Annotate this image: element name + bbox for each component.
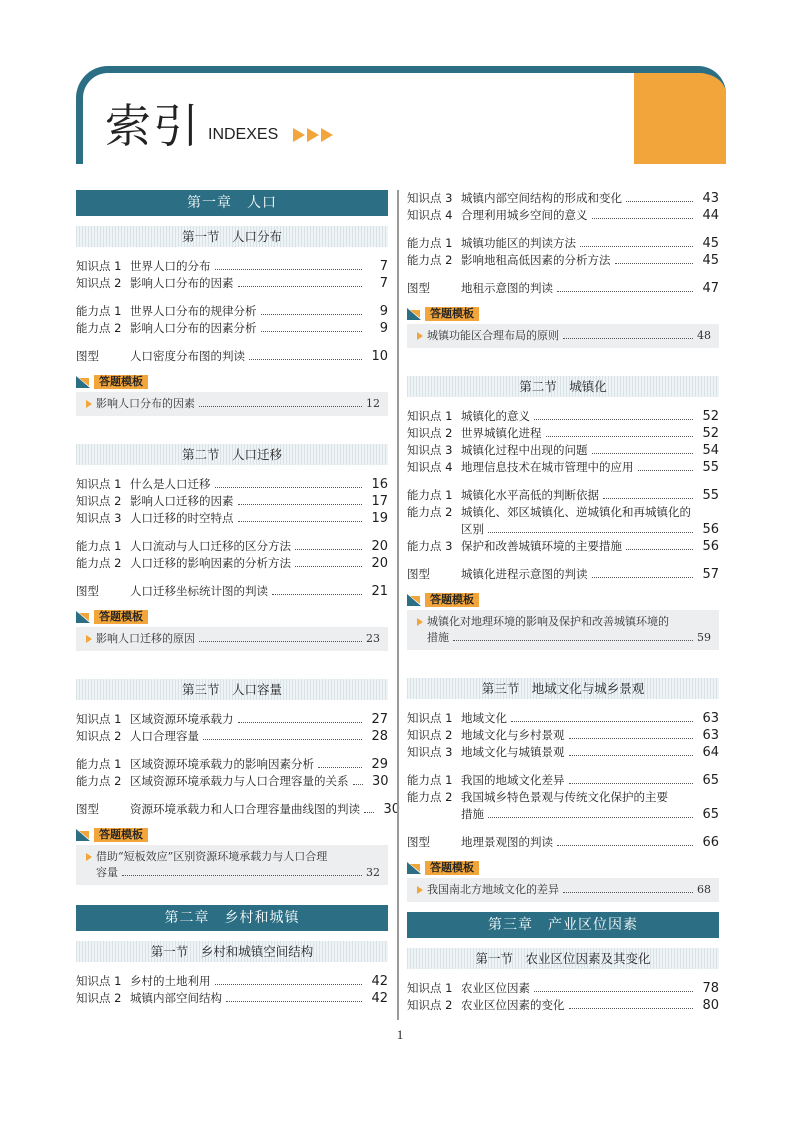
template-page: 48 bbox=[697, 329, 711, 342]
leader-dots bbox=[511, 721, 693, 722]
toc-entry[interactable] bbox=[76, 711, 388, 728]
entry-page: 63 bbox=[702, 728, 719, 743]
template-icon bbox=[76, 829, 90, 841]
entry-page: 64 bbox=[702, 745, 719, 760]
toc-entry[interactable] bbox=[76, 275, 388, 292]
section-heading: 第三节 地域文化与城乡景观 bbox=[407, 678, 719, 699]
chapter-heading: 第二章 乡村和城镇 bbox=[76, 905, 388, 931]
template-title: 我国南北方地域文化的差异 bbox=[427, 883, 559, 896]
entry-kind: 知识点 1 bbox=[76, 712, 122, 726]
leader-dots bbox=[261, 314, 363, 315]
entry-kind: 图型 bbox=[407, 567, 430, 581]
toc-entry[interactable] bbox=[76, 510, 388, 527]
template-entry[interactable] bbox=[86, 849, 380, 865]
answer-template-badge bbox=[407, 592, 719, 608]
entry-title: 人口迁移坐标统计图的判读 bbox=[130, 584, 268, 598]
entry-page: 63 bbox=[702, 711, 719, 726]
template-box bbox=[76, 627, 388, 651]
entry-title: 合理利用城乡空间的意义 bbox=[461, 208, 588, 222]
toc-entry[interactable] bbox=[407, 710, 719, 727]
entry-group bbox=[76, 303, 388, 337]
entry-kind: 能力点 2 bbox=[76, 774, 122, 788]
toc-entry[interactable] bbox=[76, 555, 388, 572]
entry-title: 保护和改善城镇环境的主要措施 bbox=[461, 539, 622, 553]
entry-title: 区域资源环境承载力的影响因素分析 bbox=[130, 757, 314, 771]
entry-page: 28 bbox=[371, 729, 388, 744]
template-entry[interactable] bbox=[417, 328, 711, 344]
entry-kind: 知识点 3 bbox=[407, 443, 453, 457]
entry-group bbox=[76, 538, 388, 572]
entry-page: 16 bbox=[371, 477, 388, 492]
toc-entry[interactable] bbox=[76, 756, 388, 773]
entry-group bbox=[76, 583, 388, 600]
leader-dots bbox=[238, 521, 363, 522]
index-header bbox=[76, 66, 726, 164]
entry-page: 54 bbox=[702, 443, 719, 458]
leader-dots bbox=[353, 784, 363, 785]
template-icon bbox=[407, 308, 421, 320]
entry-page: 9 bbox=[379, 304, 388, 319]
toc-entry[interactable] bbox=[407, 772, 719, 789]
template-icon bbox=[407, 862, 421, 874]
leader-dots bbox=[122, 875, 362, 876]
entry-title: 影响地租高低因素的分析方法 bbox=[461, 253, 611, 267]
entry-group bbox=[76, 756, 388, 790]
entry-page: 20 bbox=[371, 539, 388, 554]
entry-kind: 图型 bbox=[76, 584, 99, 598]
template-title: 城镇化对地理环境的影响及保护和改善城镇环境的 bbox=[427, 615, 669, 628]
template-title: 容量 bbox=[96, 866, 118, 879]
leader-dots bbox=[199, 641, 362, 642]
template-box bbox=[407, 324, 719, 348]
entry-page: 44 bbox=[702, 208, 719, 223]
entry-page: 65 bbox=[702, 807, 719, 822]
entry-kind: 知识点 4 bbox=[407, 460, 453, 474]
triangle-icon bbox=[417, 886, 423, 894]
entry-kind: 能力点 2 bbox=[407, 505, 453, 519]
entry-title: 影响人口分布的因素分析 bbox=[130, 321, 257, 335]
triangle-icon bbox=[417, 332, 423, 340]
entry-page: 21 bbox=[371, 584, 388, 599]
entry-kind: 图型 bbox=[407, 835, 430, 849]
leader-dots bbox=[626, 201, 693, 202]
toc-entry[interactable] bbox=[76, 728, 388, 745]
section-heading: 第二节 人口迁移 bbox=[76, 444, 388, 465]
toc-entry[interactable] bbox=[407, 280, 719, 297]
template-box bbox=[407, 878, 719, 902]
answer-template-badge bbox=[76, 609, 388, 625]
entry-title: 地租示意图的判读 bbox=[461, 281, 553, 295]
section-heading: 第三节 人口容量 bbox=[76, 679, 388, 700]
entry-kind: 能力点 2 bbox=[76, 321, 122, 335]
leader-dots bbox=[534, 419, 693, 420]
entry-kind: 能力点 1 bbox=[76, 539, 122, 553]
entry-title: 人口合理容量 bbox=[130, 729, 199, 743]
entry-page: 27 bbox=[371, 712, 388, 727]
template-entry[interactable] bbox=[86, 396, 380, 412]
leader-dots bbox=[249, 359, 362, 360]
entry-page: 9 bbox=[379, 321, 388, 336]
entry-page: 45 bbox=[702, 253, 719, 268]
leader-dots bbox=[453, 640, 693, 641]
entry-kind: 能力点 1 bbox=[407, 488, 453, 502]
template-entry[interactable] bbox=[417, 614, 711, 630]
answer-template-badge bbox=[76, 827, 388, 843]
leader-dots bbox=[295, 566, 362, 567]
leader-dots bbox=[215, 984, 363, 985]
entry-kind: 知识点 2 bbox=[76, 991, 122, 1005]
triangle-icon bbox=[86, 853, 92, 861]
toc-entry[interactable] bbox=[407, 252, 719, 269]
toc-entry[interactable] bbox=[76, 990, 388, 1007]
toc-entry[interactable] bbox=[76, 320, 388, 337]
entry-page: 7 bbox=[379, 276, 388, 291]
entry-page: 52 bbox=[702, 409, 719, 424]
entry-title: 乡村的土地利用 bbox=[130, 974, 211, 988]
template-label: 答题模板 bbox=[94, 828, 148, 842]
leader-dots bbox=[534, 991, 693, 992]
template-label: 答题模板 bbox=[94, 610, 148, 624]
leader-dots bbox=[226, 1001, 362, 1002]
leader-dots bbox=[488, 532, 693, 533]
entry-kind: 知识点 3 bbox=[76, 511, 122, 525]
entry-page: 78 bbox=[702, 981, 719, 996]
entry-title: 区域资源环境承载力与人口合理容量的关系 bbox=[130, 774, 349, 788]
entry-group bbox=[76, 348, 388, 365]
entry-kind: 知识点 2 bbox=[76, 729, 122, 743]
entry-group bbox=[407, 408, 719, 476]
leader-dots bbox=[272, 594, 362, 595]
template-label: 答题模板 bbox=[425, 593, 479, 607]
entry-page: 55 bbox=[702, 488, 719, 503]
entry-page: 29 bbox=[371, 757, 388, 772]
toc-entry[interactable] bbox=[407, 744, 719, 761]
template-page: 23 bbox=[366, 632, 380, 645]
entry-title: 影响人口分布的因素 bbox=[130, 276, 234, 290]
template-entry[interactable] bbox=[86, 631, 380, 647]
entry-title: 地域文化 bbox=[461, 711, 507, 725]
entry-title: 地理信息技术在城市管理中的应用 bbox=[461, 460, 634, 474]
entry-page: 19 bbox=[371, 511, 388, 526]
leader-dots bbox=[592, 453, 694, 454]
leader-dots bbox=[203, 739, 362, 740]
entry-title: 区域资源环境承载力 bbox=[130, 712, 234, 726]
toc-entry[interactable] bbox=[407, 459, 719, 476]
page-number: 1 bbox=[396, 1027, 404, 1042]
template-page: 32 bbox=[366, 866, 380, 879]
leader-dots bbox=[638, 470, 694, 471]
entry-title: 城镇化进程示意图的判读 bbox=[461, 567, 588, 581]
template-title: 借助“短板效应”区别资源环境承载力与人口合理 bbox=[96, 850, 328, 863]
section-heading: 第一节 乡村和城镇空间结构 bbox=[76, 941, 388, 962]
leader-dots bbox=[563, 338, 693, 339]
toc-entry[interactable] bbox=[407, 538, 719, 555]
template-title: 影响人口分布的因素 bbox=[96, 397, 195, 410]
leader-dots bbox=[569, 783, 694, 784]
toc-entry[interactable] bbox=[407, 235, 719, 252]
template-page: 59 bbox=[697, 631, 711, 644]
leader-dots bbox=[557, 845, 693, 846]
template-icon bbox=[76, 376, 90, 388]
template-entry[interactable] bbox=[86, 865, 380, 881]
entry-kind: 知识点 4 bbox=[407, 208, 453, 222]
entry-title: 世界城镇化进程 bbox=[461, 426, 542, 440]
entry-page: 43 bbox=[702, 191, 719, 206]
entry-kind: 图型 bbox=[76, 349, 99, 363]
chapter-heading: 第一章 人口 bbox=[76, 190, 388, 216]
toc-entry[interactable] bbox=[407, 806, 719, 823]
entry-page: 55 bbox=[702, 460, 719, 475]
entry-title: 人口密度分布图的判读 bbox=[130, 349, 245, 363]
leader-dots bbox=[199, 406, 362, 407]
entry-title: 城镇功能区的判读方法 bbox=[461, 236, 576, 250]
leader-dots bbox=[295, 549, 362, 550]
toc-entry[interactable] bbox=[76, 303, 388, 320]
section-heading: 第一节 农业区位因素及其变化 bbox=[407, 948, 719, 969]
entry-group bbox=[76, 973, 388, 1007]
entry-title: 人口流动与人口迁移的区分方法 bbox=[130, 539, 291, 553]
leader-dots bbox=[626, 549, 693, 550]
entry-page: 52 bbox=[702, 426, 719, 441]
entry-page: 45 bbox=[702, 236, 719, 251]
entry-page: 66 bbox=[702, 835, 719, 850]
entry-group bbox=[407, 772, 719, 823]
leader-dots bbox=[580, 246, 693, 247]
entry-group bbox=[407, 190, 719, 224]
entry-title: 城镇化、郊区城镇化、逆城镇化和再城镇化的 bbox=[461, 505, 691, 519]
entry-title: 农业区位因素的变化 bbox=[461, 998, 565, 1012]
toc-entry[interactable] bbox=[407, 408, 719, 425]
entry-group bbox=[407, 487, 719, 555]
entry-kind: 能力点 1 bbox=[407, 236, 453, 250]
answer-template-badge bbox=[76, 374, 388, 390]
entry-kind: 知识点 1 bbox=[76, 259, 122, 273]
template-icon bbox=[407, 594, 421, 606]
toc-entry[interactable] bbox=[76, 476, 388, 493]
entry-page: 42 bbox=[371, 974, 388, 989]
entry-kind: 知识点 1 bbox=[76, 477, 122, 491]
entry-kind: 知识点 1 bbox=[407, 409, 453, 423]
entry-title: 城镇化的意义 bbox=[461, 409, 530, 423]
entry-group bbox=[407, 710, 719, 761]
template-label: 答题模板 bbox=[94, 375, 148, 389]
toc-entry[interactable] bbox=[76, 493, 388, 510]
entry-kind: 能力点 2 bbox=[407, 790, 453, 804]
page-subtitle: INDEXES bbox=[208, 126, 279, 143]
leader-dots bbox=[615, 263, 694, 264]
entry-page: 65 bbox=[702, 773, 719, 788]
entry-group bbox=[76, 476, 388, 527]
template-box bbox=[76, 845, 388, 885]
entry-title: 什么是人口迁移 bbox=[130, 477, 211, 491]
entry-title: 城镇内部空间结构 bbox=[130, 991, 222, 1005]
toc-entry[interactable] bbox=[407, 566, 719, 583]
leader-dots bbox=[238, 504, 363, 505]
entry-title: 人口迁移的时空特点 bbox=[130, 511, 234, 525]
leader-dots bbox=[261, 331, 363, 332]
template-label: 答题模板 bbox=[425, 307, 479, 321]
entry-kind: 图型 bbox=[407, 281, 430, 295]
entry-page: 30 bbox=[371, 774, 389, 789]
leader-dots bbox=[569, 738, 694, 739]
entry-title: 措施 bbox=[461, 807, 484, 821]
toc-entry[interactable] bbox=[407, 504, 719, 521]
answer-template-badge bbox=[407, 860, 719, 876]
entry-title: 地域文化与乡村景观 bbox=[461, 728, 565, 742]
entry-kind: 能力点 2 bbox=[407, 253, 453, 267]
leader-dots bbox=[215, 487, 363, 488]
leader-dots bbox=[364, 812, 374, 813]
toc-entry[interactable] bbox=[76, 973, 388, 990]
entry-title: 资源环境承载力和人口合理容量曲线图的判读 bbox=[130, 802, 360, 816]
entry-page: 57 bbox=[702, 567, 719, 582]
entry-title: 影响人口迁移的因素 bbox=[130, 494, 234, 508]
toc-entry[interactable] bbox=[76, 348, 388, 365]
toc-entry[interactable] bbox=[76, 583, 388, 600]
entry-kind: 知识点 2 bbox=[76, 276, 122, 290]
leader-dots bbox=[603, 498, 693, 499]
entry-page: 47 bbox=[702, 281, 719, 296]
entry-kind: 能力点 3 bbox=[407, 539, 453, 553]
toc-entry[interactable] bbox=[76, 258, 388, 275]
toc-entry[interactable] bbox=[76, 773, 388, 790]
leader-dots bbox=[563, 892, 693, 893]
triangle-icon bbox=[86, 635, 92, 643]
entry-title: 地域文化与城镇景观 bbox=[461, 745, 565, 759]
entry-kind: 知识点 1 bbox=[407, 981, 453, 995]
entry-kind: 知识点 2 bbox=[407, 998, 453, 1012]
toc-entry[interactable] bbox=[407, 487, 719, 504]
template-label: 答题模板 bbox=[425, 861, 479, 875]
leader-dots bbox=[238, 722, 363, 723]
entry-kind: 知识点 1 bbox=[76, 974, 122, 988]
leader-dots bbox=[546, 436, 694, 437]
entry-kind: 知识点 2 bbox=[407, 426, 453, 440]
leader-dots bbox=[238, 286, 363, 287]
entry-page: 42 bbox=[371, 991, 388, 1006]
template-icon bbox=[76, 611, 90, 623]
template-page: 68 bbox=[697, 883, 711, 896]
template-title: 措施 bbox=[427, 631, 449, 644]
corner-decoration bbox=[634, 73, 726, 164]
template-title: 城镇功能区合理布局的原则 bbox=[427, 329, 559, 342]
toc-entry[interactable] bbox=[407, 207, 719, 224]
entry-group bbox=[76, 258, 388, 292]
entry-title: 城镇化水平高低的判断依据 bbox=[461, 488, 599, 502]
entry-page: 80 bbox=[702, 998, 719, 1013]
entry-kind: 知识点 3 bbox=[407, 191, 453, 205]
toc-entry[interactable] bbox=[407, 980, 719, 997]
entry-page: 7 bbox=[379, 259, 388, 274]
template-title: 影响人口迁移的原因 bbox=[96, 632, 195, 645]
entry-group bbox=[407, 980, 719, 1014]
entry-title: 世界人口的分布 bbox=[130, 259, 211, 273]
toc-entry[interactable] bbox=[407, 442, 719, 459]
template-entry[interactable] bbox=[417, 630, 711, 646]
entry-title: 城镇内部空间结构的形成和变化 bbox=[461, 191, 622, 205]
entry-kind: 知识点 2 bbox=[76, 494, 122, 508]
entry-group bbox=[407, 566, 719, 583]
entry-kind: 知识点 2 bbox=[407, 728, 453, 742]
entry-group bbox=[407, 834, 719, 851]
entry-page: 56 bbox=[702, 522, 719, 537]
page-title: 索引 bbox=[105, 99, 201, 153]
entry-page: 56 bbox=[702, 539, 719, 554]
template-entry[interactable] bbox=[417, 882, 711, 898]
toc-entry[interactable] bbox=[407, 997, 719, 1014]
chapter-heading: 第三章 产业区位因素 bbox=[407, 912, 719, 938]
toc-entry[interactable] bbox=[407, 789, 719, 806]
entry-page: 20 bbox=[371, 556, 388, 571]
template-page: 12 bbox=[366, 397, 380, 410]
arrows-icon bbox=[293, 128, 333, 142]
section-heading: 第二节 城镇化 bbox=[407, 376, 719, 397]
entry-kind: 知识点 1 bbox=[407, 711, 453, 725]
entry-title: 区别 bbox=[461, 522, 484, 536]
leader-dots bbox=[557, 291, 693, 292]
toc-entry[interactable] bbox=[76, 801, 400, 818]
entry-title: 城镇化过程中出现的问题 bbox=[461, 443, 588, 457]
entry-kind: 能力点 1 bbox=[76, 757, 122, 771]
toc-entry[interactable] bbox=[76, 538, 388, 555]
toc-entry[interactable] bbox=[407, 425, 719, 442]
answer-template-badge bbox=[407, 306, 719, 322]
entry-kind: 能力点 2 bbox=[76, 556, 122, 570]
leader-dots bbox=[569, 755, 694, 756]
toc-entry[interactable] bbox=[407, 727, 719, 744]
entry-group bbox=[407, 235, 719, 269]
entry-title: 世界人口分布的规律分析 bbox=[130, 304, 257, 318]
entry-title: 地理景观图的判读 bbox=[461, 835, 553, 849]
entry-group bbox=[407, 280, 719, 297]
leader-dots bbox=[318, 767, 362, 768]
entry-kind: 图型 bbox=[76, 802, 99, 816]
triangle-icon bbox=[417, 618, 423, 626]
entry-title: 农业区位因素 bbox=[461, 981, 530, 995]
toc-right-column bbox=[407, 190, 719, 1014]
entry-title: 人口迁移的影响因素的分析方法 bbox=[130, 556, 291, 570]
toc-entry[interactable] bbox=[407, 190, 719, 207]
leader-dots bbox=[592, 577, 694, 578]
leader-dots bbox=[215, 269, 363, 270]
entry-kind: 能力点 1 bbox=[76, 304, 122, 318]
leader-dots bbox=[488, 817, 693, 818]
entry-group bbox=[76, 801, 400, 818]
entry-kind: 能力点 1 bbox=[407, 773, 453, 787]
entry-page: 17 bbox=[371, 494, 388, 509]
entry-group bbox=[76, 711, 388, 745]
entry-page: 10 bbox=[371, 349, 388, 364]
entry-title: 我国的地域文化差异 bbox=[461, 773, 565, 787]
toc-left-column bbox=[76, 190, 400, 1007]
entry-page: 30 bbox=[383, 802, 400, 817]
column-divider bbox=[397, 190, 399, 1020]
template-box bbox=[407, 610, 719, 650]
leader-dots bbox=[569, 1008, 694, 1009]
leader-dots bbox=[592, 218, 694, 219]
section-heading: 第一节 人口分布 bbox=[76, 226, 388, 247]
triangle-icon bbox=[86, 400, 92, 408]
toc-entry[interactable] bbox=[407, 834, 719, 851]
template-box bbox=[76, 392, 388, 416]
toc-entry[interactable] bbox=[407, 521, 719, 538]
entry-kind: 知识点 3 bbox=[407, 745, 453, 759]
entry-title: 我国城乡特色景观与传统文化保护的主要 bbox=[461, 790, 668, 804]
